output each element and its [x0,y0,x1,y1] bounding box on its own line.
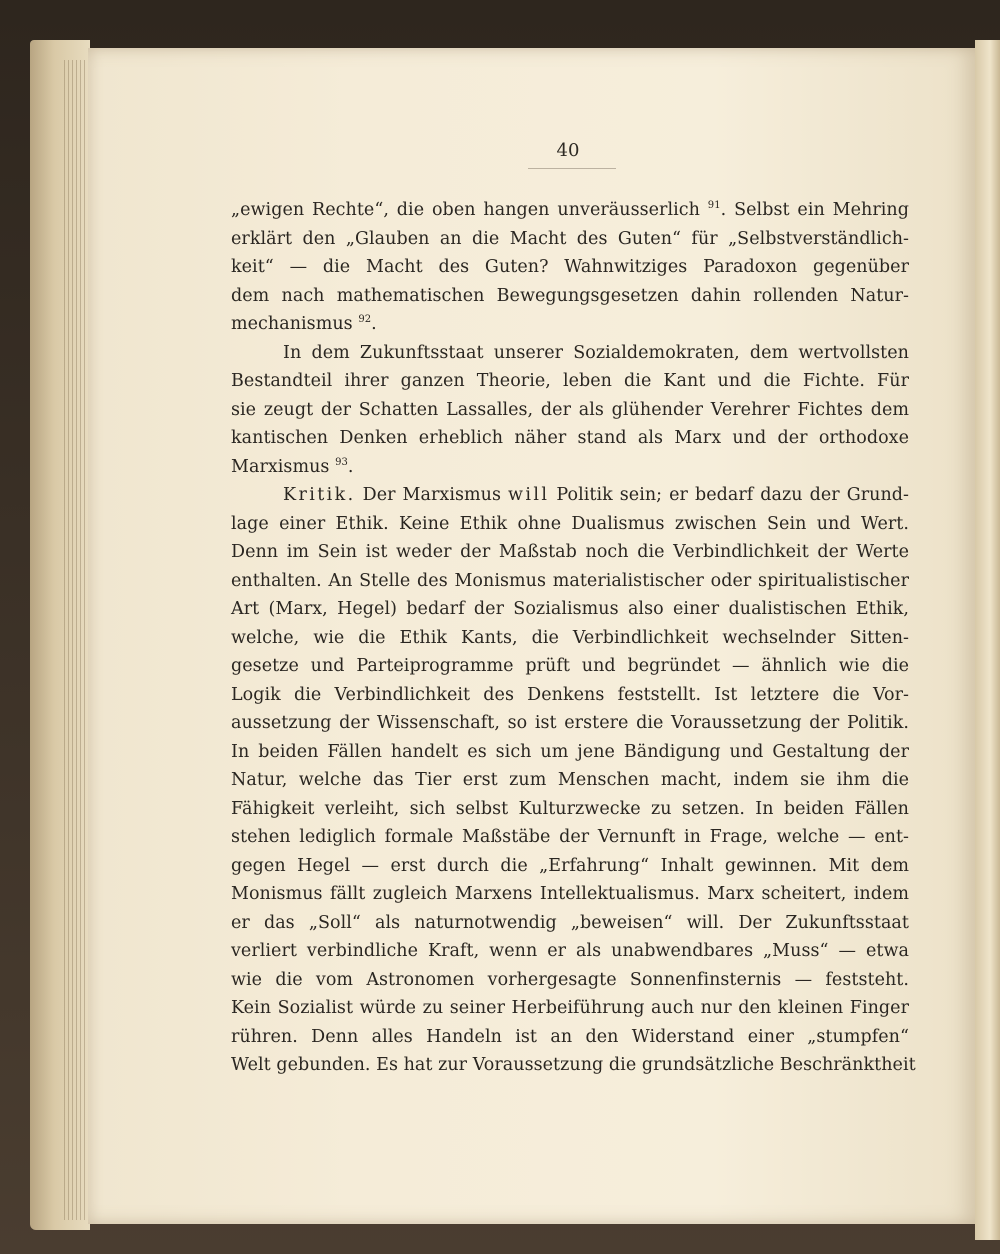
text-line [231,567,909,596]
text-line [231,253,909,282]
text-line [231,367,909,396]
text-line [231,196,909,225]
text-run: In beiden Fällen handelt es sich um jene Bändigung und Gestaltung der [231,741,909,762]
book-gutter [975,40,1000,1240]
text-run: Der Marxismus [355,485,509,505]
text-run: gesetze und Parteiprogramme prüft und begründet — ähnlich wie die [231,656,909,676]
text-line [231,709,909,738]
text-run: „ewigen Rechte“, die oben hangen unveräusserlich [231,200,708,220]
text-line [231,937,909,966]
text-run: . Selbst ein Mehring [720,200,909,220]
text-run: stehen lediglich formale Maßstäbe der Vernunft in Frage, welche — ent- [231,827,909,847]
text-run: sie zeugt der Schatten Lassalles, der als glühender Verehrer Fichtes dem [231,399,909,420]
text-line [231,396,909,425]
emphasis-spaced: Kritik. [283,485,356,505]
page-number-rule [528,168,616,169]
text-run: er das „Soll“ als naturnotwendig „beweisen“ will. Der Zukunftsstaat [231,912,909,933]
text-line [231,481,909,510]
text-line [231,282,909,311]
text-run: aussetzung der Wissenschaft, so ist erstere die Voraussetzung der Politik. [231,713,909,733]
text-run: mechanismus [231,314,359,334]
text-run: Marxismus [231,456,336,477]
text-line [231,880,909,909]
text-run: . [347,456,354,477]
text-run: . [371,314,377,334]
text-run: gegen Hegel — erst durch die „Erfahrung“ Inhalt gewinnen. Mit dem [231,855,909,876]
text-run: In dem Zukunftsstaat unserer Sozialdemokraten, dem wertvollsten [283,342,909,363]
text-line [231,538,909,567]
text-run: Art (Marx, Hegel) bedarf der Sozialismus also einer dualistischen Ethik, [231,599,909,619]
text-line [231,225,909,254]
text-line [231,681,909,710]
text-line [231,823,909,852]
text-line [231,510,909,539]
footnote-ref: 91 [707,200,721,211]
text-line [231,994,909,1023]
text-run: Logik die Verbindlichkeit des Denkens feststellt. Ist letztere die Vor- [231,684,909,705]
text-run: Fähigkeit verleiht, sich selbst Kulturzwecke zu setzen. In beiden Fällen [231,798,909,819]
text-run: Denn im Sein ist weder der Maßstab noch die Verbindlichkeit der Werte [231,542,909,562]
text-run: kantischen Denken erheblich näher stand als Marx und der orthodoxe [231,428,909,448]
footnote-ref: 93 [335,456,348,468]
text-run: verliert verbindliche Kraft, wenn er als unabwendbares „Muss“ — etwa [231,941,909,961]
text-line [231,424,909,453]
text-run: Monismus fällt zugleich Marxens Intellektualismus. Marx scheitert, indem [231,884,909,904]
text-line [231,310,909,339]
text-run: erklärt den „Glauben an die Macht des Guten“ für „Selbstverständlich- [231,228,909,249]
footnote-ref: 92 [358,314,372,325]
text-run: enthalten. An Stelle des Monismus materialistischer oder spiritualistischer [231,570,909,591]
text-line [231,795,909,824]
text-line [231,339,909,368]
text-line [231,453,909,482]
text-line [231,966,909,995]
text-run: Kein Sozialist würde zu seiner Herbeiführung auch nur den kleinen Finger [231,998,909,1018]
text-line [231,624,909,653]
text-run: wie die vom Astronomen vorhergesagte Sonnenfinsternis — feststeht. [231,969,909,990]
text-line [231,1051,916,1080]
text-run: welche, wie die Ethik Kants, die Verbindlichkeit wechselnder Sitten- [231,627,909,648]
text-run: keit“ — die Macht des Guten? Wahnwitziges Paradoxon gegenüber [231,257,909,277]
text-line [231,1023,909,1052]
text-run: Bestandteil ihrer ganzen Theorie, leben die Kant und die Fichte. Für [231,371,909,391]
page-number: 40 [556,140,580,161]
text-line [231,595,909,624]
text-run: Politik sein; er bedarf dazu der Grund- [549,485,909,505]
text-line [231,909,909,938]
emphasis-spaced: will [508,485,550,505]
text-line [231,852,909,881]
text-run: lage einer Ethik. Keine Ethik ohne Dualismus zwischen Sein und Wert. [231,513,909,534]
body-text [231,196,916,1080]
text-run: Natur, welche das Tier erst zum Menschen macht, indem sie ihm die [231,770,909,790]
text-line [231,766,909,795]
text-run: Welt gebunden. Es hat zur Voraussetzung die grundsätzliche Beschränktheit [231,1055,916,1075]
text-run: rühren. Denn alles Handeln ist an den Widerstand einer „stumpfen“ [231,1026,909,1047]
text-line [231,652,909,681]
text-run: dem nach mathematischen Bewegungsgesetzen dahin rollenden Natur- [231,285,909,306]
text-line [231,738,909,767]
